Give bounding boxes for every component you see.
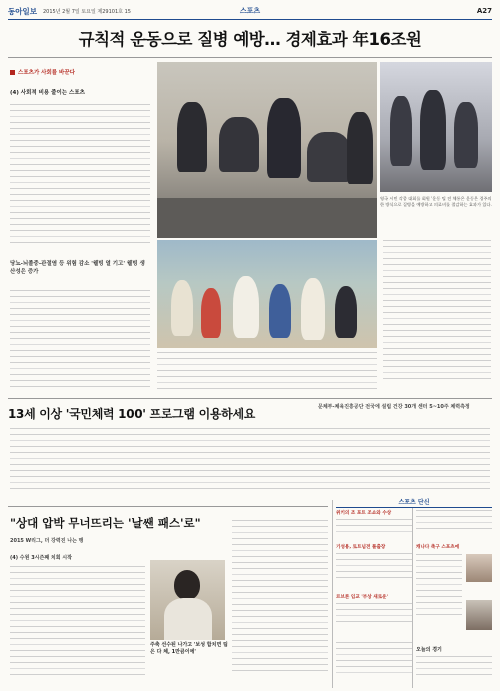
brief-title-3: 르브론 임교 '부상 새로운' — [336, 595, 388, 600]
masthead — [8, 4, 492, 18]
todays-games-header: 오늘의 경기 — [416, 647, 442, 653]
article-body-6 — [10, 566, 145, 686]
brief-body-5 — [336, 642, 412, 686]
article-body-4 — [157, 352, 377, 394]
column-divider — [332, 500, 333, 688]
page-number: A27 — [476, 7, 492, 15]
brief-title-2: 기성용, 토트넘전 풀출장 — [336, 545, 386, 550]
feature-divider — [8, 506, 328, 507]
bullet-icon — [10, 70, 15, 75]
article-body-5 — [10, 428, 490, 494]
photo-player-thumb — [466, 554, 492, 582]
brief-body-3 — [336, 603, 412, 637]
section-divider — [8, 398, 492, 399]
section2-headline: 13세 이상 '국민체력 100' 프로그램 이용하세요 — [8, 407, 256, 421]
brief-body-2 — [336, 553, 412, 589]
brief-body-4a — [416, 510, 492, 540]
photo-group-exercise — [157, 62, 377, 238]
photo-player-thumb-2 — [466, 600, 492, 630]
photo-class-session — [380, 62, 492, 192]
article-body-2 — [10, 290, 150, 395]
series-kicker: 스포츠가 사회를 바꾼다 — [10, 68, 150, 76]
briefs-divider — [412, 508, 413, 688]
masthead-rule — [8, 19, 492, 20]
section2-subhead: 문체부-체육진흥공단 전국에 설립 건강 30개 센터 5~10주 체력측정 — [318, 404, 470, 410]
feature-byline: 2015 W리그, 더 강력진 나는 맹 — [10, 538, 84, 544]
article-body-3 — [383, 240, 491, 390]
main-headline: 규칙적 운동으로 질병 예방… 경제효과 年16조원 — [78, 30, 422, 49]
part-label: (4) 사회적 비용 줄이는 스포츠 — [10, 90, 85, 96]
feature-subhead: (4) 수원 3시즌째 치회 시작 — [10, 555, 72, 561]
photo-caption: 영국 시민 각종 대회를 회원 '운동 팁 전 체통은 운동은 경주의 한 방식으로 질병을 예방하고 의료비를 절감하는 효과가 있다. — [380, 196, 492, 207]
brief-body-4b — [416, 554, 462, 638]
brief-title-4: 캐나다 축구 스포츠에 — [416, 545, 460, 550]
todays-games-list — [416, 656, 492, 686]
photo-kids-sports — [157, 240, 377, 348]
brief-body-1 — [336, 519, 412, 541]
briefs-header: 스포츠 단신 — [336, 497, 492, 508]
article-body-1 — [10, 104, 150, 254]
headline-rule — [8, 57, 492, 58]
photo-player-portrait — [150, 560, 225, 640]
section-name: 스포츠 — [239, 7, 261, 15]
brief-title-1: 위키의 조 포트 조쇼와 수상 — [336, 511, 392, 516]
issue-date: 2015년 2월 7일 토요일 제29101호 15 — [42, 8, 131, 15]
feature-headline: "상대 압박 무너뜨리는 '날쌘 패스'로" — [10, 516, 201, 530]
pull-quote: 당뇨-뇌졸중-관절염 등 위험 감소 '웰빙 열 기고' 웰빙 생산성은 증가 — [10, 261, 145, 275]
newspaper-brand: 동아일보 — [8, 6, 37, 16]
article-body-7 — [232, 520, 328, 686]
portrait-caption: 주축 선수된 나가고 '보성 합치면 팀은 다 체, 1만큼이에' — [150, 642, 228, 655]
